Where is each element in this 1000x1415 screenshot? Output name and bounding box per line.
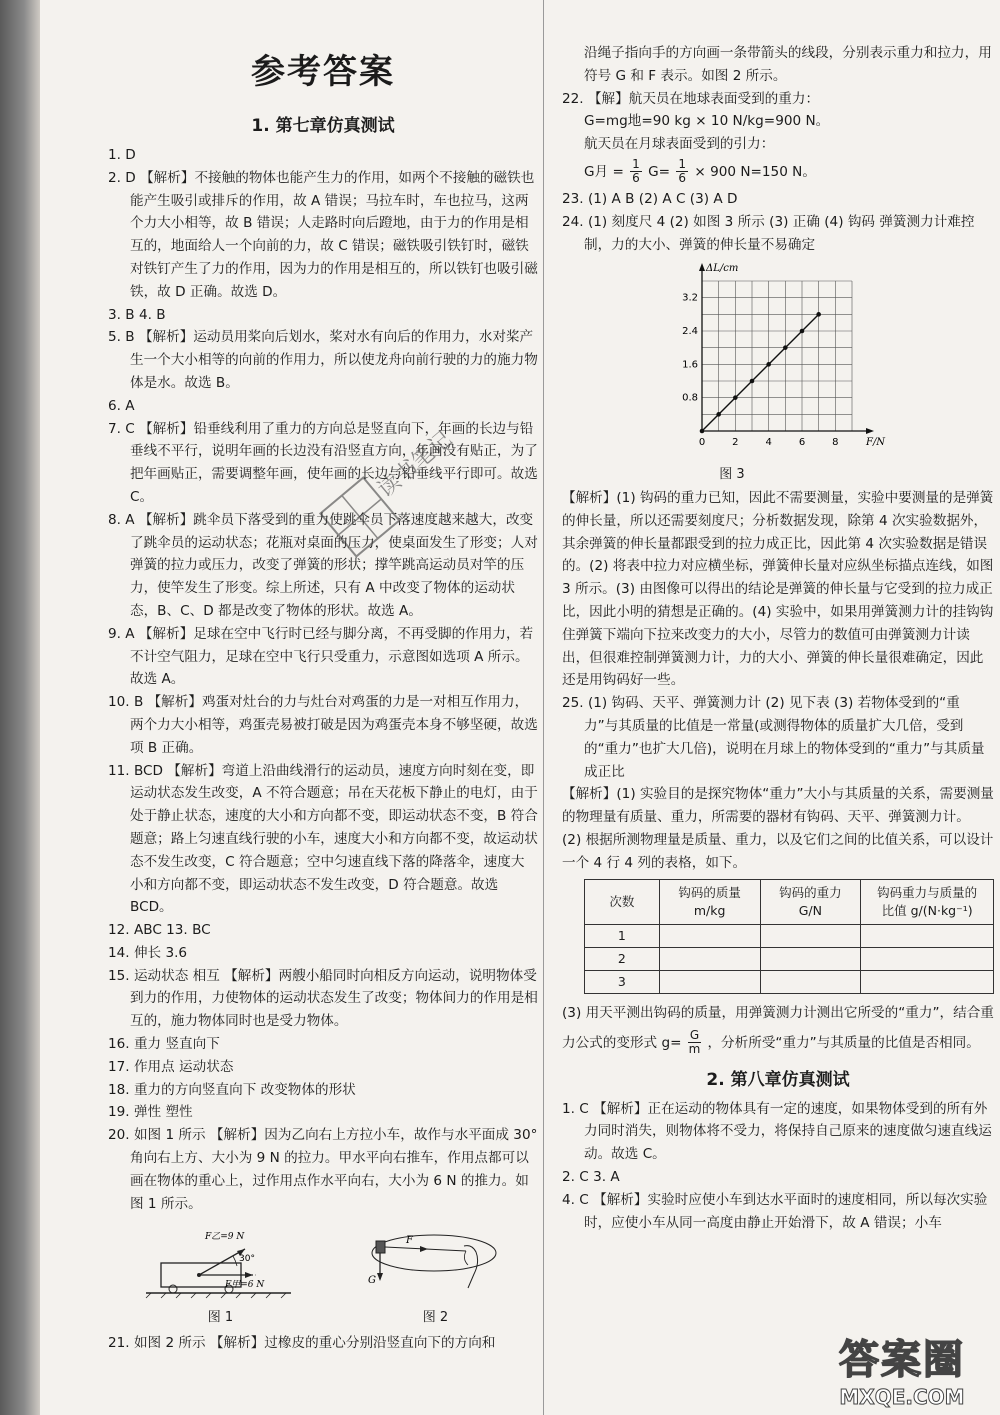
- answer-20: 20. 如图 1 所示 【解析】因为乙向右上方拉小车，故作与水平面成 30°角向右上方、大小为 9 N 的拉力。甲水平向右推车，作用点都可以画在物体的重心上，过作用点作水平向右，大小为 6 N 的推力。如图 1 所示。: [108, 1127, 538, 1212]
- answer-22-line3: 航天员在月球表面受到的引力：: [584, 136, 775, 153]
- answer-b1: 1. C 【解析】正在运动的物体具有一定的速度，如果物体受到的所有外力同时消失，则物体将不受力，将保持自己原来的速度做匀速直线运动。故选 C。: [562, 1100, 992, 1163]
- fraction-one-sixth-2: [676, 158, 688, 185]
- section-title-ch7: 1. 第七章仿真测试: [251, 116, 395, 136]
- y-tick-label: 1.6: [682, 359, 698, 371]
- record-table: [584, 879, 994, 994]
- figure-2-caption: 图 2: [422, 1310, 449, 1326]
- y-tick-label: 3.2: [682, 293, 698, 305]
- answer-14: 14. 伸长 3.6: [108, 944, 188, 961]
- frac-den-2: 6: [678, 171, 687, 186]
- right-column: [562, 0, 994, 1234]
- answer-3-4: 3. B 4. B: [108, 306, 166, 323]
- fig2-force-f: F: [405, 1235, 413, 1247]
- answer-18: 18. 重力的方向竖直向下 改变物体的形状: [108, 1081, 356, 1098]
- answer-22-line2: G=mg地=90 kg × 10 N/kg=900 N。: [584, 113, 830, 130]
- answer-25-analysis-1: 【解析】(1) 实验目的是探究物体“重力”大小与其质量的关系，需要测量的物理量有质量、重力，所需要的器材有钩码、天平、弹簧测力计。: [562, 786, 994, 826]
- frac2-den: m: [688, 1042, 701, 1057]
- page-title: 参考答案: [251, 52, 395, 92]
- answer-21-continued: 沿绳子指向手的方向画一条带箭头的线段，分别表示重力和拉力，用符号 G 和 F 表示。如图 2 所示。: [584, 45, 992, 84]
- table-row-1-label: 1: [585, 924, 660, 947]
- table-row: [585, 970, 994, 993]
- analysis-3-text-b: ，分析所受“重力”与其质量的比值是否相同。: [707, 1034, 980, 1051]
- figure-1-caption: 图 1: [207, 1310, 234, 1326]
- answer-12-13: 12. ABC 13. BC: [108, 922, 211, 939]
- data-point: [750, 379, 755, 384]
- table-header-mass: [659, 879, 760, 924]
- y-axis-arrow: [699, 263, 705, 271]
- g-moon-result: × 900 N=150 N。: [694, 163, 816, 180]
- answer-9: 9. A 【解析】足球在空中飞行时已经与脚分离，不再受脚的作用力，若不计空气阻力，足球在空中飞行只受重力，示意图如选项 A 所示。故选 A。: [108, 625, 534, 688]
- data-point: [766, 362, 771, 367]
- frac-den: 6: [632, 171, 640, 186]
- answer-25: 25. (1) 钩码、天平、弹簧测力计 (2) 见下表 (3) 若物体受到的“重力”与其质量的比值是一常量(或测得物体的质量扩大几倍，受到的“重力”也扩大几倍)，说明在月球上的物体受到的“重力”与其质量成正比: [562, 695, 985, 780]
- th-weight-2: G/N: [798, 902, 822, 918]
- watermark-main: 答案圈: [839, 1337, 965, 1383]
- th-mass-1: 钩码的质量: [678, 884, 741, 900]
- table-header-weight: [760, 879, 861, 924]
- answer-10: 10. B 【解析】鸡蛋对灶台的力与灶台对鸡蛋的力是一对相互作用力，两个力大小相等，鸡蛋壳易被打破是因为鸡蛋壳本身不够坚硬，故选项 B 正确。: [108, 694, 538, 756]
- answer-23: 23. (1) A B (2) A C (3) A D: [562, 190, 738, 207]
- x-tick-label: 2: [732, 437, 739, 449]
- stamp-text: 读书笔记: [373, 426, 457, 503]
- data-point: [716, 412, 721, 417]
- answer-25-analysis-3: [562, 998, 994, 1058]
- table-row: [585, 924, 994, 947]
- answer-22-line1: 22. 【解】航天员在地球表面受到的重力：: [562, 90, 820, 107]
- answer-7: 7. C 【解析】铅垂线利用了重力的方向总是竖直向下，年画的长边与铅垂线不平行，说明年画的长边没有沿竖直方向，年画没有贴正，为了把年画贴正，需要调整年画，使年画的长边与铅垂线平行即可。故选 C。: [108, 420, 538, 505]
- answer-6: 6. A: [108, 397, 135, 414]
- frac-num: 1: [632, 157, 640, 172]
- figures-1-2: [108, 1221, 538, 1330]
- table-header-count: 次数: [585, 879, 660, 924]
- x-tick-label: 0: [698, 437, 706, 449]
- answer-17: 17. 作用点 运动状态: [108, 1058, 234, 1075]
- figure-3-chart: [672, 256, 886, 456]
- answer-b2-b3: 2. C 3. A: [562, 1168, 620, 1185]
- figure-2-diagram: [366, 1221, 506, 1299]
- fig1-force-jia: F甲=6 N: [224, 1280, 264, 1291]
- th-ratio-2: 比值 g/(N·kg⁻¹): [881, 902, 973, 918]
- y-tick-label: 0.8: [682, 393, 698, 405]
- x-tick-label: 8: [832, 437, 839, 449]
- data-point: [816, 312, 821, 317]
- figure-2: [366, 1221, 506, 1330]
- answer-8: 8. A 【解析】跳伞员下落受到的重力使跳伞员下落速度越来越大，改变了跳伞员的运动状态；花瓶对桌面的压力，使桌面发生了形变；人对弹簧的拉力或压力，改变了弹簧的形状；撑竿跳高运动员对竿的压力，使竿发生了形变。综上所述，只有 A 中改变了物体的运动状态，B、C、D 都是改变了物体的形状。故选 A。: [108, 511, 538, 619]
- figure-1: [141, 1221, 301, 1330]
- answer-2: 2. D 【解析】不接触的物体也能产生力的作用，如两个不接触的磁铁也能产生吸引或排斥的作用，故 A 错误；马拉车时，车也拉马，这两个力大小相等，故 B 错误；人走路时向后蹬地，由于力的作用是相互的，地面给人一个向前的力，故 C 错误；磁铁吸引铁钉时，磁铁对铁钉产生了力的作用，因为力的作用是相互的，所以铁钉也吸引磁铁，故 D 正确。故选 D。: [108, 169, 538, 300]
- th-weight-1: 钩码的重力: [779, 884, 842, 900]
- left-column: [108, 0, 538, 1355]
- fig2-force-g: G: [367, 1275, 376, 1287]
- data-point: [700, 429, 705, 434]
- answer-24: 24. (1) 刻度尺 4 (2) 如图 3 所示 (3) 正确 (4) 钩码 弹簧测力计难控制，力的大小、弹簧的伸长量不易确定: [562, 213, 975, 253]
- frac-num-2: 1: [678, 157, 687, 172]
- answer-1: 1. D: [108, 147, 136, 163]
- answer-11: 11. BCD 【解析】弯道上沿曲线滑行的运动员，速度方向时刻在变，即运动状态发生改变，A 不符合题意；吊在天花板下静止的电灯，由于处于静止状态，速度的大小和方向都不变，即运动状态不变，B 符合题意；路上匀速直线行驶的小车，速度大小和方向都不变，故运动状态不发生改变，C 符合题意；空中匀速直线下落的降落伞，速度大小和方向都不变，即运动状态不发生改变，D 符合题意。故选 BCD。: [108, 762, 538, 916]
- g-moon-label: G月 =: [584, 163, 624, 180]
- answer-22-line4: [562, 156, 994, 188]
- answer-16: 16. 重力 竖直向下: [108, 1036, 220, 1053]
- book-binding-edge: [0, 0, 40, 1415]
- answer-19: 19. 弹性 塑性: [108, 1104, 193, 1121]
- table-header-ratio: [861, 879, 994, 924]
- table-row: [585, 947, 994, 970]
- fig1-force-yi: F乙=9 N: [204, 1232, 244, 1243]
- analysis-3-text-a: (3) 用天平测出钩码的质量，用弹簧测力计测出它所受的“重力”，结合重力公式的变形式 g=: [562, 1004, 994, 1051]
- x-tick-label: 6: [798, 437, 806, 449]
- answer-15: 15. 运动状态 相互 【解析】两艘小船同时向相反方向运动，说明物体受到力的作用，力使物体的运动状态发生了改变；物体间力的作用是相互的，施力物体同时也是受力物体。: [108, 967, 538, 1030]
- answer-24-analysis: 【解析】(1) 钩码的重力已知，因此不需要测量，实验中要测量的是弹簧的伸长量，所以还需要刻度尺；分析数据发现，除第 4 次实验数据外，其余弹簧的伸长量都跟受到的拉力成正比，因此第 4 次实验数据是错误的。(2) 将表中拉力对应横坐标，弹簧伸长量对应纵坐标描点连线，如图 3 所示。(3) 由图像可以得出的结论是弹簧的伸长量与它受到的拉力成正比，因此小明的猜想是正确的。(4) 实验中，如果用弹簧测力计的挂钩钩住弹簧下端向下拉来改变力的大小，尽管力的数值可由弹簧测力计读出，但很难控制弹簧测力计，力的大小、弹簧的伸长量很难确定，因此还是用钩码好一些。: [562, 489, 994, 689]
- figure-3-caption: 图 3: [719, 467, 745, 483]
- g-moon-mid: G=: [648, 163, 671, 180]
- table-row-3-label: 3: [585, 970, 660, 993]
- data-point: [800, 329, 805, 334]
- th-ratio-1: 钩码重力与质量的: [877, 884, 978, 900]
- fraction-one-sixth: [630, 158, 642, 185]
- answer-b4: 4. C 【解析】实验时应使小车到达水平面时的速度相同，所以每次实验时，应使小车从同一高度由静止开始滑下，故 A 错误；小车: [562, 1191, 988, 1231]
- table-row-2-label: 2: [585, 947, 660, 970]
- y-tick-label: 2.4: [682, 326, 698, 338]
- frac2-num: G: [689, 1028, 700, 1043]
- x-axis-label: F/N: [866, 437, 886, 449]
- figure-1-diagram: [141, 1221, 301, 1299]
- th-mass-2: m/kg: [693, 902, 726, 918]
- table-header-row: [585, 879, 994, 924]
- answer-5: 5. B 【解析】运动员用桨向后划水，桨对水有向后的作用力，水对桨产生一个大小相等的向前的作用力，所以使龙舟向前行驶的力的施力物体是水。故选 B。: [108, 329, 538, 391]
- watermark-sub: MXQE.COM: [839, 1385, 965, 1409]
- section-title-ch8: 2. 第八章仿真测试: [706, 1069, 850, 1090]
- x-tick-label: 4: [765, 437, 772, 449]
- watermark: [812, 1328, 992, 1409]
- answer-25-analysis-2: (2) 根据所测物理量是质量、重力，以及它们之间的比值关系，可以设计一个 4 行 4 列的表格，如下。: [562, 831, 994, 871]
- answer-21: 21. 如图 2 所示 【解析】过橡皮的重心分别沿竖直向下的方向和: [108, 1335, 496, 1352]
- column-divider: [543, 0, 544, 1415]
- x-axis-arrow: [866, 428, 874, 434]
- figure-3: [672, 256, 994, 487]
- fig1-angle: 30°: [238, 1254, 255, 1265]
- y-axis-label: ΔL/cm: [706, 263, 739, 275]
- fraction-g-over-m: [688, 1029, 701, 1056]
- data-point: [783, 346, 788, 351]
- data-point: [733, 396, 738, 401]
